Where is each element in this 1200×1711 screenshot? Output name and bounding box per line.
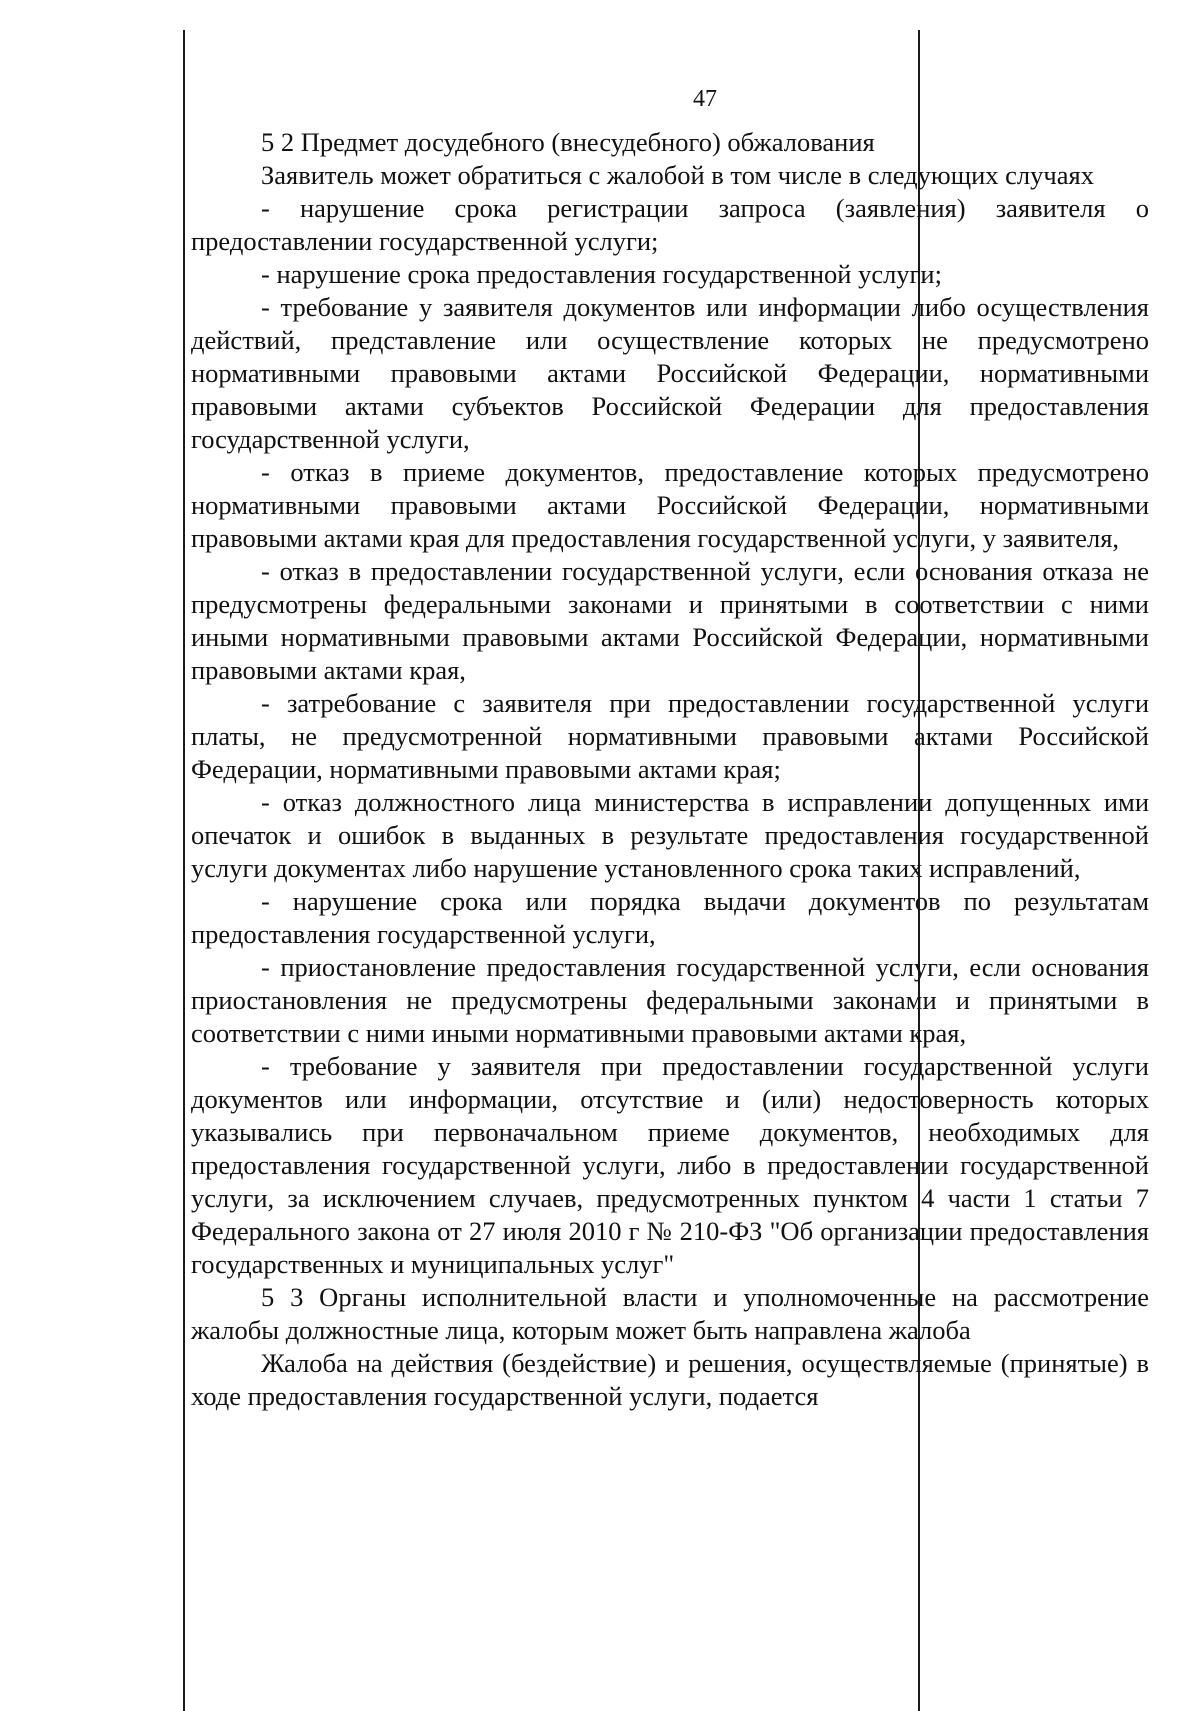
list-item: - отказ должностного лица министерства в исправлении допущенных ими опечаток и ошибок в выданных в результате предоставления государственной услуги документах либо нарушение установленного срока таких исправлений, xyxy=(191,787,1149,883)
paragraph-complaint: Жалоба на действия (бездействие) и решения, осуществляемые (принятые) в ходе предоставления государственной услуги, подается xyxy=(191,1348,1149,1411)
list-item: - отказ в приеме документов, предоставление которых предусмотрено нормативными правовыми актами Российской Федерации, нормативными правовыми актами края для предоставления государственной услуги, у заявителя, xyxy=(191,457,1149,553)
list-item: - отказ в предоставлении государственной услуги, если основания отказа не предусмотрены федеральными законами и принятыми в соответствии с ними иными нормативными правовыми актами Российской Федерации, нормативными правовыми актами края, xyxy=(191,556,1149,685)
list-item: - нарушение срока предоставления государственной услуги; xyxy=(261,259,942,289)
list-item: - приостановление предоставления государственной услуги, если основания приостановления не предусмотрены федеральными законами и принятыми в соответствии с ними иными нормативными правовыми актами края, xyxy=(191,952,1149,1048)
list-item: - требование у заявителя при предоставлении государственной услуги документов или информации, отсутствие и (или) недостоверность которых указывались при первоначальном приеме документов, необходимых для предоставления государственной услуги, либо в предоставлении государственной услуги, за исключением случаев, предусмотренных пунктом 4 части 1 статьи 7 Федерального закона от 27 июля 2010 г № 210-ФЗ "Об организации предоставления государственных и муниципальных услуг" xyxy=(191,1051,1149,1279)
list-item: - требование у заявителя документов или информации либо осуществления действий, представление или осуществление которых не предусмотрено нормативными правовыми актами Российской Федерации, нормативными правовыми актами субъектов Российской Федерации для предоставления государственной услуги, xyxy=(191,292,1149,454)
list-item: - нарушение срока регистрации запроса (заявления) заявителя о предоставлении государственной услуги; xyxy=(191,193,1149,256)
document-body xyxy=(191,126,1149,1413)
paragraph-intro: Заявитель может обратиться с жалобой в том числе в следующих случаях xyxy=(261,160,1094,190)
page-number: 47 xyxy=(693,86,717,112)
left-scan-border-line xyxy=(183,30,185,1711)
section-heading-5-3: 5 3 Органы исполнительной власти и уполномоченные на рассмотрение жалобы должностные лица, которым может быть направлена жалоба xyxy=(191,1282,1149,1345)
list-item: - нарушение срока или порядка выдачи документов по результатам предоставления государственной услуги, xyxy=(191,886,1149,949)
section-heading-5-2: 5 2 Предмет досудебного (внесудебного) обжалования xyxy=(261,127,875,157)
list-item: - затребование с заявителя при предоставлении государственной услуги платы, не предусмотренной нормативными правовыми актами Российской Федерации, нормативными правовыми актами края; xyxy=(191,688,1149,784)
